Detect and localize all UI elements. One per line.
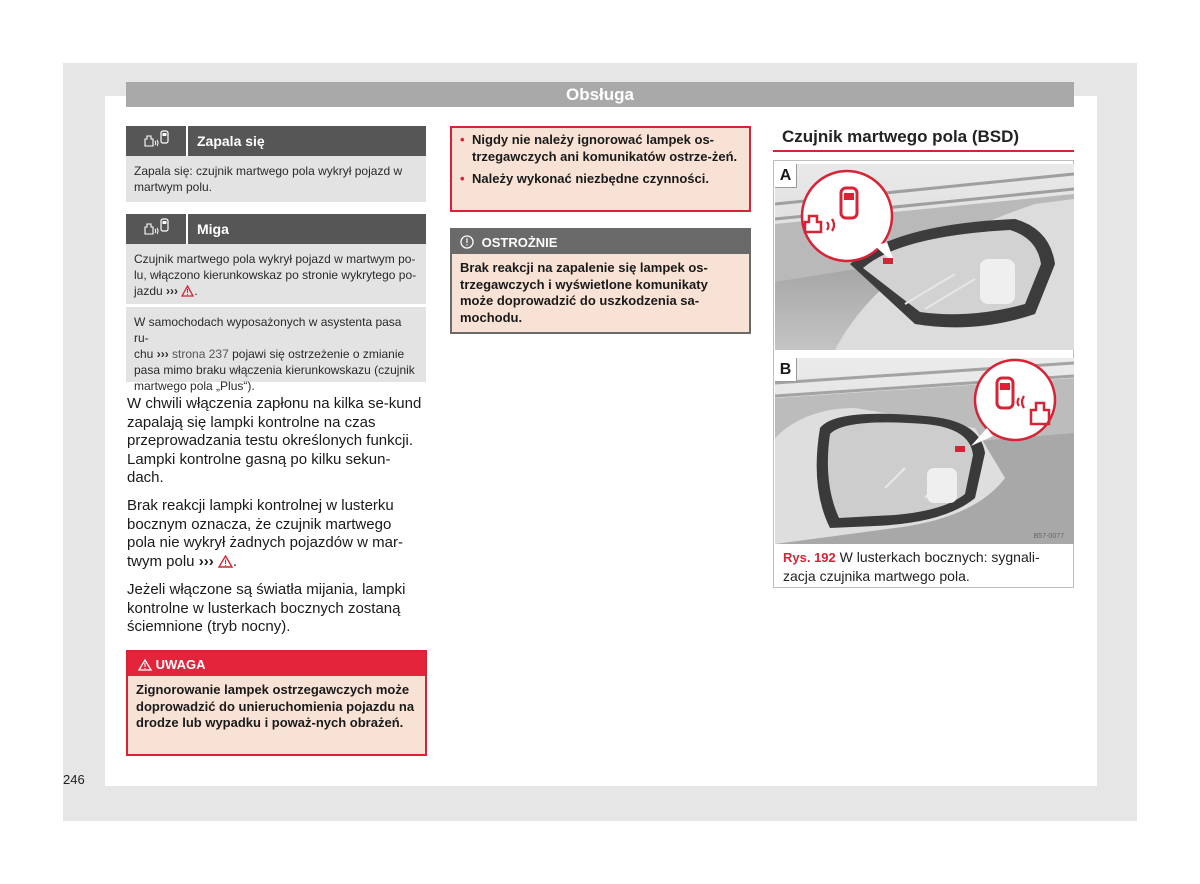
warning-triangle-icon [218,555,233,568]
caution-bar [452,230,749,254]
figure-code: B57-0077 [1033,533,1064,540]
para2-line3: pola nie wykrył żadnych pojazdów w mar- [127,534,403,551]
warning-bar [128,652,425,676]
page-number: 246 [63,772,85,787]
link-arrows[interactable]: ››› [166,284,179,298]
warning-label: UWAGA [155,657,206,672]
blink-desc-line1: Czujnik martwego pola wykrył pojazd w martwym po- [134,252,416,266]
blind-spot-indicator-icon [126,126,188,156]
caption-text: W lusterkach bocznych: sygnali-zacja czujnika martwego pola. [783,549,1040,584]
lane-note-ch: chu [134,347,154,361]
paragraph-no-reaction: Brak reakcji lampki kontrolnej w lusterku bocznym oznacza, że czujnik martwego pola nie wykrył żadnych pojazdów w mar- twym polu ››› . [127,497,427,571]
caution-box [450,228,751,334]
indicator-desc-blink: Czujnik martwego pola wykrył pojazd w martwym po- lu, włączono kierunkowskaz po stronie wykrytego po- jazdu ››› . [126,244,426,304]
caution-text: Brak reakcji na zapalenie się lampek os-trzegawczych i wyświetlone komunikaty może doprowadzić do uszkodzenia sa-mochodu. [452,254,749,332]
indicator-desc-on: Zapala się: czujnik martwego pola wykrył pojazd w martwym polu. [126,156,426,202]
paragraph-ignition-test: W chwili włączenia zapłonu na kilka se-kund zapalają się lampki kontrolne na czas przeprowadzania testu określonych funkcji. Lampki kontrolne gasną po kilku sekun-dach. [127,395,422,486]
section-divider [773,150,1074,152]
lane-note-pre: W samochodach wyposażonych w asystenta pasa ru- [134,315,402,345]
figure-image-b [775,358,1074,544]
bullet-item [460,132,741,165]
blind-spot-blink-icon [126,214,188,244]
safety-bullets-box [450,126,751,212]
blink-desc-line3: jazdu [134,284,163,298]
lane-note-post: pojawi się ostrzeżenie o zmianie pasa mimo braku włączenia kierunkowskazu (czujnik martwego pola „Plus“). [134,347,415,393]
warning-text: Zignorowanie lampek ostrzegawczych może doprowadzić do unieruchomienia pojazdu na drodze lub wypadku i poważ-nych obrażeń. [128,676,425,754]
caution-circle-icon [460,235,474,249]
bullet-item [460,171,741,188]
bullet-dot-icon: • [460,171,465,186]
page-reference-link[interactable]: strona 237 [172,347,229,361]
blink-desc-line2: lu, włączono kierunkowskaz po stronie wykrytego po- [134,268,417,282]
para2-line4: twym polu [127,552,195,570]
paragraph-night-mode: Jeżeli włączone są światła mijania, lampki kontrolne w lusterkach bocznych zostaną ściemnione (tryb nocny). [127,581,406,635]
warning-triangle-icon [138,659,152,671]
bullet-dot-icon: • [460,132,465,147]
para2-line2: bocznym oznacza, że czujnik martwego [127,515,392,533]
bullet-text-2: Należy wykonać niezbędne czynności. [472,171,709,186]
figure-label-b: B [775,358,797,382]
para2-line1: Brak reakcji lampki kontrolnej w lusterku [127,497,394,514]
figure-image-a [775,164,1074,350]
bullet-text-1: Nigdy nie należy ignorować lampek os-trzegawczych ani komunikatów ostrze-żeń. [472,132,738,164]
link-arrows-2[interactable]: ››› [156,347,169,361]
caution-label: OSTROŻNIE [481,235,558,250]
indicator-header-on [126,126,426,156]
figure-caption [783,548,1068,585]
section-title: Czujnik martwego pola (BSD) [782,127,1020,146]
figure-label-a: A [775,164,797,188]
indicator-title-blink: Miga [197,221,229,237]
chapter-header: Obsługa [126,82,1074,107]
lane-assist-note [126,307,426,393]
indicator-title-on: Zapala się [197,133,265,149]
link-arrows-3[interactable]: ››› [198,552,214,570]
indicator-header-blink [126,214,426,244]
warning-triangle-icon [181,285,194,297]
warning-box [126,650,427,756]
caption-number: Rys. 192 [783,550,836,565]
